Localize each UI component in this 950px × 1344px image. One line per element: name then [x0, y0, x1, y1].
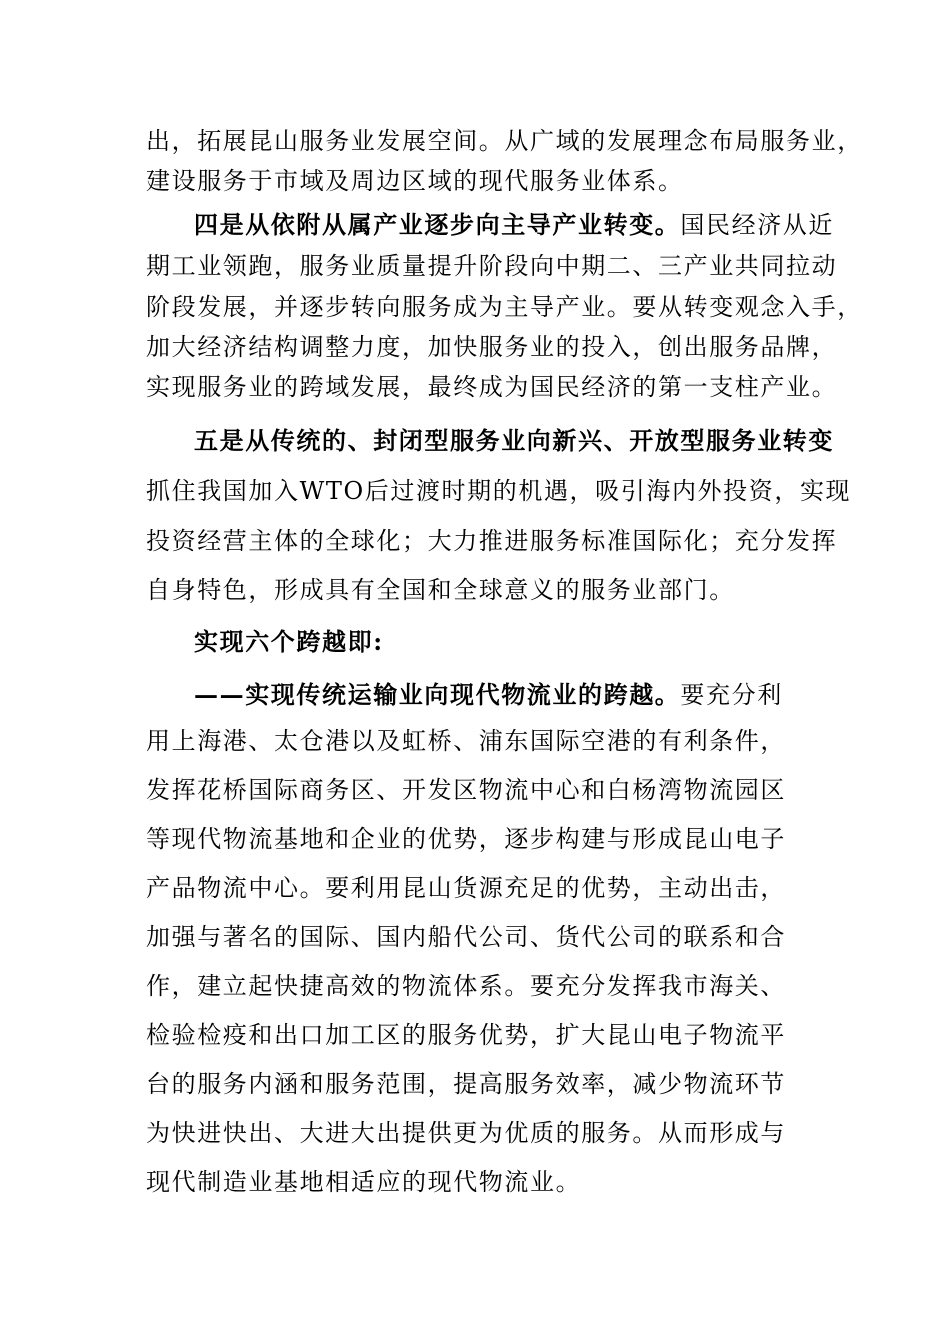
text-line: 为快进快出、大进大出提供更为优质的服务。从而形成与: [146, 1119, 786, 1147]
text-line: [194, 627, 384, 657]
paragraph-heading: ——实现传统运输业向现代物流业的跨越。: [194, 680, 681, 709]
text-line: 加强与著名的国际、国内船代公司、货代公司的联系和合: [146, 923, 786, 951]
text-line: 出，拓展昆山服务业发展空间。从广域的发展理念布局服务业，: [146, 127, 863, 155]
text-line: 建设服务于市域及周边区域的现代服务业体系。: [146, 167, 684, 195]
text-line: 投资经营主体的全球化；大力推进服务标准国际化；充分发挥: [146, 527, 838, 555]
text-line: 加大经济结构调整力度，加快服务业的投入，创出服务品牌，: [146, 333, 838, 361]
text-line: 发挥花桥国际商务区、开发区物流中心和白杨湾物流园区: [146, 776, 786, 804]
text-line: 实现服务业的跨域发展，最终成为国民经济的第一支柱产业。: [146, 373, 838, 401]
paragraph-heading: 实现六个跨越即:: [194, 627, 384, 656]
text-line: 等现代物流基地和企业的优势，逐步构建与形成昆山电子: [146, 825, 786, 853]
text-line: 台的服务内涵和服务范围，提高服务效率，减少物流环节: [146, 1070, 786, 1098]
text-line: 产品物流中心。要利用昆山货源充足的优势，主动出击，: [146, 874, 786, 902]
text-line: 检验检疫和出口加工区的服务优势，扩大昆山电子物流平: [146, 1021, 786, 1049]
paragraph-heading: 五是从传统的、封闭型服务业向新兴、开放型服务业转变: [194, 426, 834, 455]
text-line: ——实现传统运输业向现代物流业的跨越。要充分利: [194, 680, 783, 709]
text-line: 抓住我国加入WTO后过渡时期的机遇，吸引海内外投资，实现: [146, 477, 852, 505]
text-line: 作，建立起快捷高效的物流体系。要充分发挥我市海关、: [146, 972, 786, 1000]
paragraph-heading: 四是从依附从属产业逐步向主导产业转变。: [194, 210, 681, 239]
text-line: 用上海港、太仓港以及虹桥、浦东国际空港的有利条件，: [146, 727, 786, 755]
text-line: 阶段发展，并逐步转向服务成为主导产业。要从转变观念入手，: [146, 293, 863, 321]
text-line: 现代制造业基地相适应的现代物流业。: [146, 1168, 582, 1196]
text-line: 四是从依附从属产业逐步向主导产业转变。国民经济从近: [194, 210, 835, 239]
text-line: 自身特色，形成具有全国和全球意义的服务业部门。: [146, 576, 735, 604]
text-line: 期工业领跑，服务业质量提升阶段向中期二、三产业共同拉动: [146, 252, 838, 280]
text-line: [194, 426, 834, 456]
